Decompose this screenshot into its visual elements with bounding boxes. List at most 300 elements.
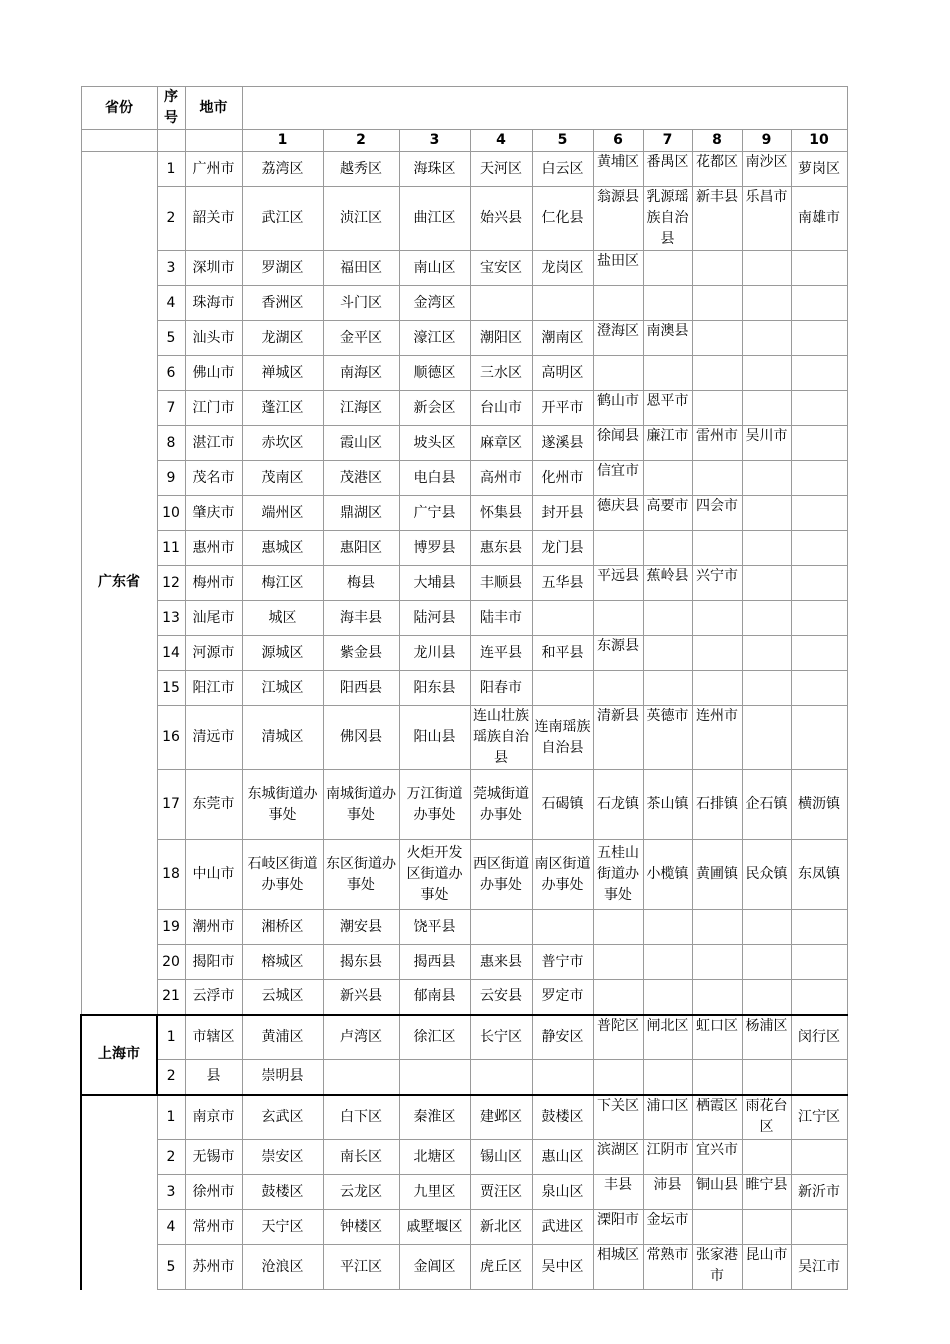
district-cell: 阳春市 [470, 671, 532, 706]
district-cell: 阳东县 [399, 671, 470, 706]
district-cell: 睢宁县 [742, 1175, 791, 1210]
district-cell: 吴江市 [791, 1245, 847, 1290]
district-cell [643, 1060, 692, 1095]
city-cell: 揭阳市 [185, 945, 242, 980]
district-cell: 江阴市 [643, 1140, 692, 1175]
district-cell [532, 671, 593, 706]
district-cell: 三水区 [470, 356, 532, 391]
district-cell: 仁化县 [532, 187, 593, 251]
district-cell: 闸北区 [643, 1015, 692, 1060]
seq-cell: 1 [157, 1015, 185, 1060]
district-cell: 榕城区 [242, 945, 323, 980]
district-cell: 石碣镇 [532, 770, 593, 840]
district-cell: 茶山镇 [643, 770, 692, 840]
header-blank [185, 130, 242, 152]
district-cell [791, 426, 847, 461]
district-cell: 陆河县 [399, 601, 470, 636]
district-cell [742, 910, 791, 945]
district-cell: 郁南县 [399, 980, 470, 1015]
district-cell: 英德市 [643, 706, 692, 770]
district-cell [791, 1210, 847, 1245]
district-cell [692, 286, 742, 321]
district-cell [692, 1060, 742, 1095]
district-cell: 花都区 [692, 152, 742, 187]
district-cell: 坡头区 [399, 426, 470, 461]
district-cell: 建邺区 [470, 1095, 532, 1140]
city-cell: 无锡市 [185, 1140, 242, 1175]
seq-cell: 4 [157, 1210, 185, 1245]
city-cell: 市辖区 [185, 1015, 242, 1060]
district-cell: 阳西县 [323, 671, 399, 706]
district-cell: 高州市 [470, 461, 532, 496]
district-cell: 荔湾区 [242, 152, 323, 187]
district-cell: 云安县 [470, 980, 532, 1015]
district-cell: 惠城区 [242, 531, 323, 566]
city-cell: 肇庆市 [185, 496, 242, 531]
district-cell: 曲江区 [399, 187, 470, 251]
district-cell [692, 636, 742, 671]
district-cell [742, 496, 791, 531]
district-cell: 万江街道办事处 [399, 770, 470, 840]
district-cell: 武进区 [532, 1210, 593, 1245]
city-cell: 潮州市 [185, 910, 242, 945]
seq-cell: 2 [157, 1140, 185, 1175]
district-cell [593, 980, 643, 1015]
district-cell: 下关区 [593, 1095, 643, 1140]
district-cell: 滨湖区 [593, 1140, 643, 1175]
district-cell: 恩平市 [643, 391, 692, 426]
district-cell [742, 321, 791, 356]
province-name [81, 1095, 157, 1290]
district-cell [643, 461, 692, 496]
city-cell: 县 [185, 1060, 242, 1095]
city-cell: 深圳市 [185, 251, 242, 286]
city-cell: 佛山市 [185, 356, 242, 391]
district-cell: 禅城区 [242, 356, 323, 391]
district-cell [692, 356, 742, 391]
district-cell [593, 1060, 643, 1095]
district-cell: 秦淮区 [399, 1095, 470, 1140]
district-cell: 罗湖区 [242, 251, 323, 286]
district-cell [791, 531, 847, 566]
seq-cell: 12 [157, 566, 185, 601]
district-cell [692, 601, 742, 636]
district-cell: 沛县 [643, 1175, 692, 1210]
district-cell: 九里区 [399, 1175, 470, 1210]
city-cell: 苏州市 [185, 1245, 242, 1290]
seq-cell: 1 [157, 1095, 185, 1140]
district-cell: 电白县 [399, 461, 470, 496]
district-cell: 白云区 [532, 152, 593, 187]
header-seq: 序号 [157, 87, 185, 130]
district-cell [643, 356, 692, 391]
district-cell [791, 321, 847, 356]
city-cell: 梅州市 [185, 566, 242, 601]
district-cell [791, 356, 847, 391]
district-cell: 连州市 [692, 706, 742, 770]
seq-cell: 11 [157, 531, 185, 566]
district-cell [593, 531, 643, 566]
district-cell: 源城区 [242, 636, 323, 671]
district-cell: 惠来县 [470, 945, 532, 980]
district-cell: 福田区 [323, 251, 399, 286]
district-cell: 兴宁市 [692, 566, 742, 601]
district-cell: 鼓楼区 [532, 1095, 593, 1140]
district-cell [742, 980, 791, 1015]
district-cell: 惠阳区 [323, 531, 399, 566]
district-cell [593, 671, 643, 706]
district-cell: 鼓楼区 [242, 1175, 323, 1210]
district-cell: 吴中区 [532, 1245, 593, 1290]
district-cell: 金坛市 [643, 1210, 692, 1245]
district-cell: 江城区 [242, 671, 323, 706]
district-cell: 徐闻县 [593, 426, 643, 461]
seq-cell: 6 [157, 356, 185, 391]
district-cell [742, 601, 791, 636]
city-cell: 汕尾市 [185, 601, 242, 636]
header-blank [242, 87, 847, 130]
district-cell: 德庆县 [593, 496, 643, 531]
district-cell [593, 601, 643, 636]
district-cell: 南山区 [399, 251, 470, 286]
district-cell: 高要市 [643, 496, 692, 531]
district-cell: 卢湾区 [323, 1015, 399, 1060]
district-cell: 丰县 [593, 1175, 643, 1210]
district-cell: 石岐区街道办事处 [242, 840, 323, 910]
district-cell: 南沙区 [742, 152, 791, 187]
district-cell: 广宁县 [399, 496, 470, 531]
district-cell: 顺德区 [399, 356, 470, 391]
district-cell: 廉江市 [643, 426, 692, 461]
district-cell: 宝安区 [470, 251, 532, 286]
district-cell: 台山市 [470, 391, 532, 426]
district-cell: 民众镇 [742, 840, 791, 910]
district-cell [791, 251, 847, 286]
district-cell: 虹口区 [692, 1015, 742, 1060]
district-cell: 火炬开发区街道办事处 [399, 840, 470, 910]
admin-division-table [80, 86, 848, 1290]
district-cell: 黄埔区 [593, 152, 643, 187]
district-cell [643, 980, 692, 1015]
district-cell: 鹤山市 [593, 391, 643, 426]
district-cell: 新丰县 [692, 187, 742, 251]
district-cell: 番禺区 [643, 152, 692, 187]
district-cell: 饶平县 [399, 910, 470, 945]
district-cell [470, 1060, 532, 1095]
district-cell [692, 945, 742, 980]
district-cell [470, 286, 532, 321]
district-cell: 泉山区 [532, 1175, 593, 1210]
column-number: 4 [470, 130, 532, 152]
district-cell: 贾汪区 [470, 1175, 532, 1210]
district-cell [742, 671, 791, 706]
district-cell: 五桂山街道办事处 [593, 840, 643, 910]
district-cell: 和平县 [532, 636, 593, 671]
district-cell: 石排镇 [692, 770, 742, 840]
seq-cell: 10 [157, 496, 185, 531]
district-cell: 城区 [242, 601, 323, 636]
city-cell: 常州市 [185, 1210, 242, 1245]
district-cell: 四会市 [692, 496, 742, 531]
district-cell: 西区街道办事处 [470, 840, 532, 910]
district-cell: 企石镇 [742, 770, 791, 840]
column-number: 3 [399, 130, 470, 152]
district-cell [791, 910, 847, 945]
district-cell: 东区街道办事处 [323, 840, 399, 910]
district-cell [692, 910, 742, 945]
district-cell: 始兴县 [470, 187, 532, 251]
city-cell: 韶关市 [185, 187, 242, 251]
district-cell: 佛冈县 [323, 706, 399, 770]
district-cell: 赤坎区 [242, 426, 323, 461]
district-cell: 东城街道办事处 [242, 770, 323, 840]
district-cell [742, 1060, 791, 1095]
district-cell [593, 286, 643, 321]
district-cell: 鼎湖区 [323, 496, 399, 531]
district-cell: 茂港区 [323, 461, 399, 496]
district-cell: 横沥镇 [791, 770, 847, 840]
district-cell: 金平区 [323, 321, 399, 356]
city-cell: 东莞市 [185, 770, 242, 840]
district-cell: 张家港市 [692, 1245, 742, 1290]
district-cell: 茂南区 [242, 461, 323, 496]
district-cell: 南澳县 [643, 321, 692, 356]
district-cell: 新北区 [470, 1210, 532, 1245]
district-cell: 蓬江区 [242, 391, 323, 426]
district-cell: 海珠区 [399, 152, 470, 187]
district-cell: 戚墅堰区 [399, 1210, 470, 1245]
district-cell [791, 601, 847, 636]
column-number: 10 [791, 130, 847, 152]
column-number: 8 [692, 130, 742, 152]
district-cell: 潮安县 [323, 910, 399, 945]
district-cell: 普宁市 [532, 945, 593, 980]
district-cell: 惠山区 [532, 1140, 593, 1175]
seq-cell: 14 [157, 636, 185, 671]
district-cell [791, 671, 847, 706]
district-cell: 普陀区 [593, 1015, 643, 1060]
header-blank [81, 130, 157, 152]
seq-cell: 16 [157, 706, 185, 770]
district-cell [593, 910, 643, 945]
district-cell [643, 945, 692, 980]
district-cell: 翁源县 [593, 187, 643, 251]
district-cell: 铜山县 [692, 1175, 742, 1210]
district-cell: 平远县 [593, 566, 643, 601]
district-cell [791, 980, 847, 1015]
district-cell: 萝岗区 [791, 152, 847, 187]
district-cell [692, 531, 742, 566]
seq-cell: 8 [157, 426, 185, 461]
district-cell [742, 286, 791, 321]
district-cell: 锡山区 [470, 1140, 532, 1175]
district-cell: 封开县 [532, 496, 593, 531]
district-cell: 乳源瑶族自治县 [643, 187, 692, 251]
district-cell: 武江区 [242, 187, 323, 251]
city-cell: 汕头市 [185, 321, 242, 356]
city-cell: 广州市 [185, 152, 242, 187]
district-cell: 金阊区 [399, 1245, 470, 1290]
header-blank [157, 130, 185, 152]
seq-cell: 19 [157, 910, 185, 945]
district-cell: 龙岗区 [532, 251, 593, 286]
district-cell [532, 286, 593, 321]
district-cell: 静安区 [532, 1015, 593, 1060]
seq-cell: 1 [157, 152, 185, 187]
district-cell: 揭西县 [399, 945, 470, 980]
district-cell [791, 706, 847, 770]
district-cell: 揭东县 [323, 945, 399, 980]
seq-cell: 3 [157, 251, 185, 286]
district-cell: 东凤镇 [791, 840, 847, 910]
district-cell: 江海区 [323, 391, 399, 426]
seq-cell: 3 [157, 1175, 185, 1210]
district-cell: 金湾区 [399, 286, 470, 321]
district-cell [742, 356, 791, 391]
district-cell: 连山壮族瑶族自治县 [470, 706, 532, 770]
district-cell: 清城区 [242, 706, 323, 770]
district-cell: 江宁区 [791, 1095, 847, 1140]
district-cell: 阳山县 [399, 706, 470, 770]
district-cell: 闵行区 [791, 1015, 847, 1060]
district-cell: 黄浦区 [242, 1015, 323, 1060]
district-cell [692, 321, 742, 356]
seq-cell: 18 [157, 840, 185, 910]
district-cell: 端州区 [242, 496, 323, 531]
district-cell: 紫金县 [323, 636, 399, 671]
district-cell [791, 496, 847, 531]
district-cell [742, 1210, 791, 1245]
district-cell: 大埔县 [399, 566, 470, 601]
district-cell [532, 910, 593, 945]
district-cell: 白下区 [323, 1095, 399, 1140]
district-cell: 濠江区 [399, 321, 470, 356]
column-number: 5 [532, 130, 593, 152]
district-cell: 龙门县 [532, 531, 593, 566]
city-cell: 惠州市 [185, 531, 242, 566]
district-cell: 新兴县 [323, 980, 399, 1015]
district-cell: 海丰县 [323, 601, 399, 636]
seq-cell: 17 [157, 770, 185, 840]
district-cell: 云城区 [242, 980, 323, 1015]
district-cell [791, 1140, 847, 1175]
column-number: 6 [593, 130, 643, 152]
district-cell: 雷州市 [692, 426, 742, 461]
seq-cell: 20 [157, 945, 185, 980]
seq-cell: 9 [157, 461, 185, 496]
district-cell: 香洲区 [242, 286, 323, 321]
district-cell: 宜兴市 [692, 1140, 742, 1175]
district-cell: 石龙镇 [593, 770, 643, 840]
column-number: 1 [242, 130, 323, 152]
district-cell [643, 910, 692, 945]
city-cell: 阳江市 [185, 671, 242, 706]
district-cell: 潮阳区 [470, 321, 532, 356]
city-cell: 茂名市 [185, 461, 242, 496]
district-cell: 北塘区 [399, 1140, 470, 1175]
district-cell: 罗定市 [532, 980, 593, 1015]
district-cell [643, 286, 692, 321]
district-cell: 云龙区 [323, 1175, 399, 1210]
district-cell: 乐昌市 [742, 187, 791, 251]
district-cell: 莞城街道办事处 [470, 770, 532, 840]
district-cell: 怀集县 [470, 496, 532, 531]
district-cell: 蕉岭县 [643, 566, 692, 601]
district-cell: 遂溪县 [532, 426, 593, 461]
seq-cell: 15 [157, 671, 185, 706]
city-cell: 中山市 [185, 840, 242, 910]
district-cell: 栖霞区 [692, 1095, 742, 1140]
district-cell [692, 391, 742, 426]
city-cell: 河源市 [185, 636, 242, 671]
district-cell: 平江区 [323, 1245, 399, 1290]
district-cell [742, 945, 791, 980]
district-cell [742, 391, 791, 426]
header-province: 省份 [81, 87, 157, 130]
district-cell: 南区街道办事处 [532, 840, 593, 910]
district-cell: 信宜市 [593, 461, 643, 496]
district-cell: 梅县 [323, 566, 399, 601]
district-cell: 雨花台区 [742, 1095, 791, 1140]
district-cell: 崇明县 [242, 1060, 323, 1095]
district-cell [692, 671, 742, 706]
district-cell [323, 1060, 399, 1095]
district-cell: 小榄镇 [643, 840, 692, 910]
district-cell: 虎丘区 [470, 1245, 532, 1290]
district-cell: 盐田区 [593, 251, 643, 286]
district-cell: 玄武区 [242, 1095, 323, 1140]
district-cell: 连南瑶族自治县 [532, 706, 593, 770]
district-cell: 浈江区 [323, 187, 399, 251]
district-cell: 徐汇区 [399, 1015, 470, 1060]
seq-cell: 4 [157, 286, 185, 321]
district-cell: 陆丰市 [470, 601, 532, 636]
district-cell [742, 531, 791, 566]
district-cell: 杨浦区 [742, 1015, 791, 1060]
district-cell: 丰顺县 [470, 566, 532, 601]
district-cell: 浦口区 [643, 1095, 692, 1140]
district-cell: 梅江区 [242, 566, 323, 601]
district-cell: 湘桥区 [242, 910, 323, 945]
district-cell: 钟楼区 [323, 1210, 399, 1245]
district-cell [643, 671, 692, 706]
header-city: 地市 [185, 87, 242, 130]
district-cell: 沧浪区 [242, 1245, 323, 1290]
district-cell [791, 1060, 847, 1095]
district-cell [399, 1060, 470, 1095]
district-cell: 东源县 [593, 636, 643, 671]
district-cell: 潮南区 [532, 321, 593, 356]
district-cell: 昆山市 [742, 1245, 791, 1290]
district-cell: 相城区 [593, 1245, 643, 1290]
seq-cell: 13 [157, 601, 185, 636]
district-cell: 龙湖区 [242, 321, 323, 356]
district-cell [791, 391, 847, 426]
district-cell [791, 636, 847, 671]
seq-cell: 2 [157, 187, 185, 251]
district-cell [742, 706, 791, 770]
district-cell: 斗门区 [323, 286, 399, 321]
district-cell [532, 601, 593, 636]
district-cell: 高明区 [532, 356, 593, 391]
district-cell: 南雄市 [791, 187, 847, 251]
district-cell [643, 531, 692, 566]
district-cell: 五华县 [532, 566, 593, 601]
province-name: 上海市 [81, 1015, 157, 1095]
city-cell: 南京市 [185, 1095, 242, 1140]
city-cell: 珠海市 [185, 286, 242, 321]
district-cell [593, 945, 643, 980]
